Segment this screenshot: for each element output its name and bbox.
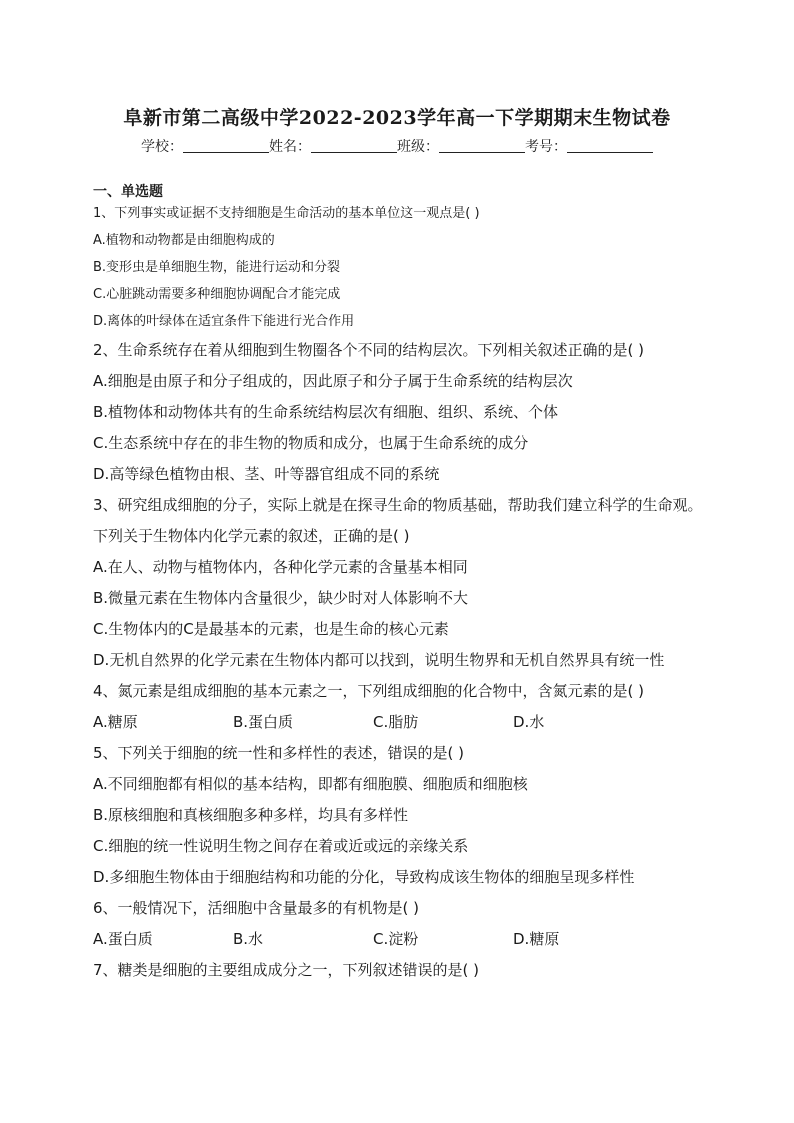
- question-2-option-c: C.生态系统中存在的非生物的物质和成分，也属于生命系统的成分: [93, 434, 529, 452]
- name-label: 姓名：: [269, 139, 311, 155]
- question-list: [93, 200, 703, 986]
- question-3-option-c: C.生物体内的C是最基本的元素，也是生命的核心元素: [93, 620, 449, 638]
- question-1-option-b: B.变形虫是单细胞生物，能进行运动和分裂: [93, 260, 341, 275]
- question-6-stem: 6、一般情况下，活细胞中含量最多的有机物是( ): [93, 899, 420, 917]
- question-4-option-a: A.糖原: [93, 713, 138, 731]
- question-1-option-d: D.离体的叶绿体在适宜条件下能进行光合作用: [93, 314, 355, 329]
- question-5-option-a: A.不同细胞都有相似的基本结构，即都有细胞膜、细胞质和细胞核: [93, 775, 528, 793]
- class-blank[interactable]: [439, 137, 525, 153]
- question-6-option-d: D.糖原: [513, 930, 560, 948]
- question-2-option-b: B.植物体和动物体共有的生命系统结构层次有细胞、组织、系统、个体: [93, 403, 559, 421]
- question-1-option-c: C.心脏跳动需要多种细胞协调配合才能完成: [93, 287, 341, 302]
- question-4-option-b: B.蛋白质: [233, 713, 294, 731]
- question-4-stem: 4、氮元素是组成细胞的基本元素之一，下列组成细胞的化合物中，含氮元素的是( ): [93, 682, 645, 700]
- question-5-option-b: B.原核细胞和真核细胞多种多样，均具有多样性: [93, 806, 409, 824]
- question-1-stem: 1、下列事实或证据不支持细胞是生命活动的基本单位这一观点是( ): [93, 206, 480, 221]
- question-4-option-d: D.水: [513, 713, 545, 731]
- question-3-option-a: A.在人、动物与植物体内，各种化学元素的含量基本相同: [93, 558, 468, 576]
- question-6-option-c: C.淀粉: [373, 930, 419, 948]
- class-label: 班级：: [397, 139, 439, 155]
- number-label: 考号：: [525, 139, 567, 155]
- question-6-option-a: A.蛋白质: [93, 930, 153, 948]
- student-info-row: [0, 136, 794, 156]
- question-3-stem: 3、研究组成细胞的分子，实际上就是在探寻生命的物质基础，帮助我们建立科学的生命观。下列关于生物体内化学元素的叙述，正确的是( ): [93, 496, 703, 545]
- section-heading: 一、单选题: [93, 184, 163, 200]
- question-4-option-c: C.脂肪: [373, 713, 419, 731]
- question-1-option-a: A.植物和动物都是由细胞构成的: [93, 233, 275, 248]
- question-3-option-b: B.微量元素在生物体内含量很少，缺少时对人体影响不大: [93, 589, 469, 607]
- question-7-stem: 7、糖类是细胞的主要组成成分之一，下列叙述错误的是( ): [93, 961, 480, 979]
- question-5-option-c: C.细胞的统一性说明生物之间存在着或近或远的亲缘关系: [93, 837, 469, 855]
- question-3-option-d: D.无机自然界的化学元素在生物体内都可以找到，说明生物界和无机自然界具有统一性: [93, 651, 665, 669]
- question-5-stem: 5、下列关于细胞的统一性和多样性的表述，错误的是( ): [93, 744, 465, 762]
- question-6-option-b: B.水: [233, 930, 264, 948]
- question-2-stem: 2、生命系统存在着从细胞到生物圈各个不同的结构层次。下列相关叙述正确的是( ): [93, 341, 645, 359]
- school-blank[interactable]: [183, 137, 269, 153]
- question-5-option-d: D.多细胞生物体由于细胞结构和功能的分化，导致构成该生物体的细胞呈现多样性: [93, 868, 635, 886]
- question-2-option-d: D.高等绿色植物由根、茎、叶等器官组成不同的系统: [93, 465, 440, 483]
- school-label: 学校：: [141, 139, 183, 155]
- number-blank[interactable]: [567, 137, 653, 153]
- question-6-options: [93, 924, 703, 955]
- question-2-option-a: A.细胞是由原子和分子组成的，因此原子和分子属于生命系统的结构层次: [93, 372, 573, 390]
- question-4-options: [93, 707, 703, 738]
- exam-title: 阜新市第二高级中学2022-2023学年高一下学期期末生物试卷: [123, 107, 671, 129]
- name-blank[interactable]: [311, 137, 397, 153]
